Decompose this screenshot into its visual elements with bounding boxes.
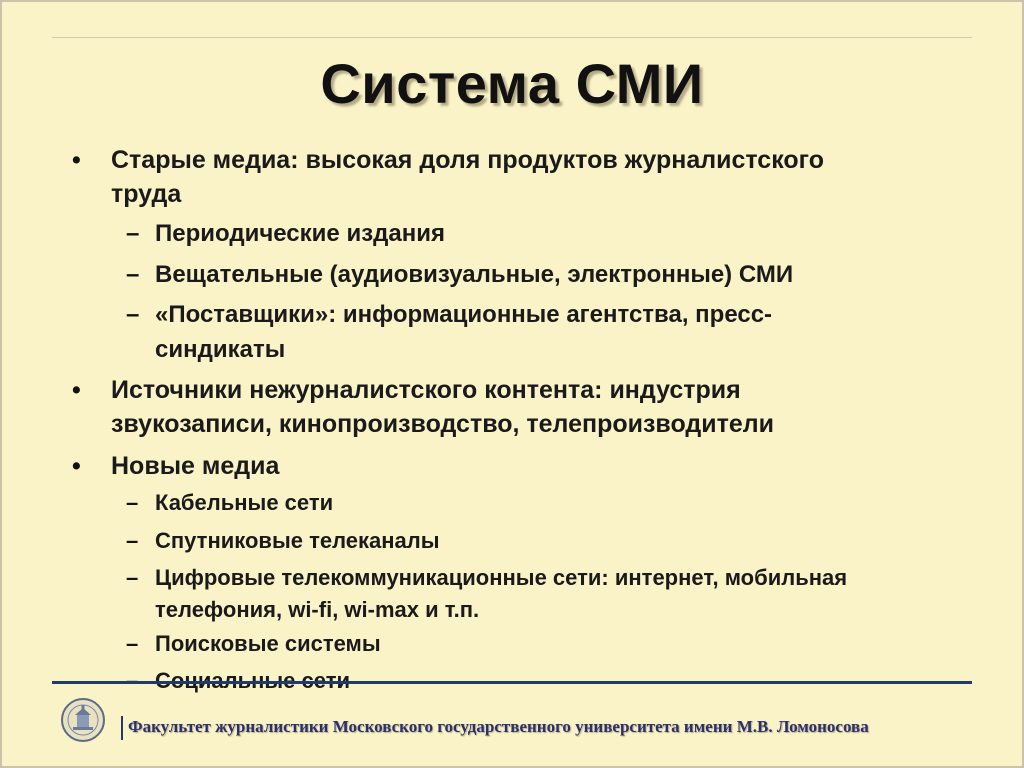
list-item xyxy=(155,216,445,251)
list-item-line: Новые медиа xyxy=(111,452,280,480)
list-item-line: Спутниковые телеканалы xyxy=(155,528,440,553)
list-item-line: Вещательные (аудиовизуальные, электронные) СМИ xyxy=(155,261,794,288)
list-item-line: звукозаписи, кинопроизводство, телепроизводители xyxy=(111,410,775,438)
bullet-marker: • xyxy=(72,146,81,174)
list-item-line: Старые медиа: высокая доля продуктов журналистского xyxy=(111,146,825,174)
dash-marker: – xyxy=(126,220,140,247)
list-item xyxy=(155,628,381,660)
dash-marker: – xyxy=(126,301,140,328)
bullet-marker: • xyxy=(72,452,81,480)
list-item-line: телефония, wi-fi, wi-max и т.п. xyxy=(155,597,480,622)
list-item xyxy=(111,449,279,483)
dash-marker: – xyxy=(126,565,139,590)
bullet-marker: • xyxy=(72,376,81,404)
slide-title: Система СМИ xyxy=(320,52,704,115)
footer-divider-line xyxy=(52,681,972,684)
list-item xyxy=(111,143,824,211)
list-item-line: «Поставщики»: информационные агентства, пресс- xyxy=(155,301,773,328)
list-item-line: Поисковые системы xyxy=(155,631,381,656)
list-item-line: труда xyxy=(111,180,182,208)
list-item xyxy=(155,257,793,292)
list-item-line: Цифровые телекоммуникационные сети: интернет, мобильная xyxy=(155,565,848,590)
dash-marker: – xyxy=(126,631,139,656)
footer-separator xyxy=(121,716,123,740)
list-item xyxy=(155,297,772,367)
footer-faculty-name: Факультет журналистики Московского государственного университета имени М.В. Ломоносова xyxy=(128,717,869,736)
dash-marker: – xyxy=(126,261,140,288)
list-item xyxy=(111,373,774,441)
list-item-line: Источники нежурналистского контента: индустрия xyxy=(111,376,741,404)
list-item xyxy=(155,487,333,519)
university-seal-icon xyxy=(60,697,106,743)
dash-marker: – xyxy=(126,490,139,515)
list-item xyxy=(155,562,847,626)
list-item xyxy=(155,525,440,557)
dash-marker: – xyxy=(126,528,139,553)
list-item-line: синдикаты xyxy=(155,336,286,363)
list-item-line: Периодические издания xyxy=(155,220,445,247)
list-item-line: Кабельные сети xyxy=(155,490,334,515)
